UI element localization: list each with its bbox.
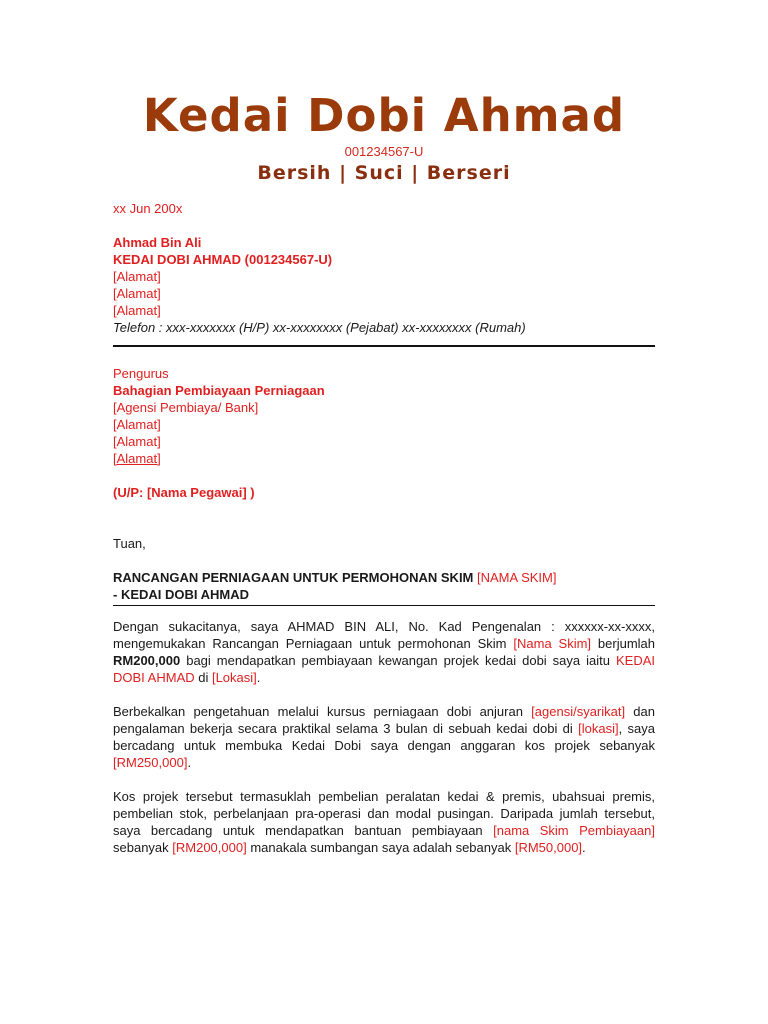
separator-line	[113, 345, 655, 347]
paragraph-3: Kos projek tersebut termasuklah pembelian peralatan kedai & premis, ubahsuai premis, pembelian stok, perbelanjaan pra-operasi dan modal pusingan. Daripada jumlah tersebut, saya bercadang untuk mendapatkan bantuan pembiayaan [nama Skim Pembiayaan] sebanyak [RM200,000] manakala sumbangan saya adalah sebanyak [RM50,000].	[113, 789, 655, 855]
location-placeholder: [lokasi]	[578, 721, 619, 736]
scheme-name-placeholder: [Nama Skim]	[513, 636, 592, 651]
recipient-department: Bahagian Pembiayaan Perniagaan	[113, 383, 325, 398]
paragraph-2: Berbekalkan pengetahuan melalui kursus perniagaan dobi anjuran [agensi/syarikat] dan pengalaman bekerja secara praktikal selama 3 bulan di sebuah kedai dobi di [lokasi], saya bercadang untuk membuka Kedai Dobi saya dengan anggaran kos projek sebanyak [RM250,000].	[113, 704, 655, 770]
letter-date: xx Jun 200x	[113, 201, 183, 216]
sender-phone: Telefon : xxx-xxxxxxx (H/P) xx-xxxxxxxx (Pejabat) xx-xxxxxxxx (Rumah)	[113, 320, 526, 335]
salutation: Tuan,	[113, 536, 146, 551]
sender-address-2: [Alamat]	[113, 286, 161, 301]
sender-block	[113, 234, 655, 336]
financing-amount-placeholder: [RM200,000]	[172, 840, 247, 855]
tagline: Bersih | Suci | Berseri	[257, 162, 511, 184]
sender-name: Ahmad Bin Ali	[113, 235, 202, 250]
recipient-agency: [Agensi Pembiaya/ Bank]	[113, 400, 259, 415]
sender-company: KEDAI DOBI AHMAD (001234567-U)	[113, 252, 333, 267]
recipient-address-3: [Alamat]	[113, 451, 161, 466]
paragraph-1: Dengan sukacitanya, saya AHMAD BIN ALI, No. Kad Pengenalan : xxxxxx-xx-xxxx, mengemukakan Rancangan Perniagaan untuk permohonan Skim [Nama Skim] berjumlah RM200,000 bagi mendapatkan pembiayaan kewangan projek kedai dobi saya iaitu KEDAI DOBI AHMAD di [Lokasi].	[113, 619, 655, 685]
subject-underline	[113, 605, 655, 606]
letterhead	[0, 88, 768, 185]
shop-name-placeholder: KEDAI DOBI AHMAD	[113, 653, 655, 685]
own-contribution-placeholder: [RM50,000]	[514, 840, 583, 855]
company-name: Kedai Dobi Ahmad	[142, 89, 626, 142]
registration-number: 001234567-U	[344, 144, 424, 159]
location-placeholder: [Lokasi]	[211, 670, 257, 685]
subject-scheme-placeholder: [NAMA SKIM]	[477, 570, 557, 585]
sender-address-3: [Alamat]	[113, 303, 161, 318]
recipient-block	[113, 365, 655, 501]
subject-company: - KEDAI DOBI AHMAD	[113, 587, 250, 602]
subject-heading	[113, 569, 655, 603]
recipient-address-1: [Alamat]	[113, 417, 161, 432]
loan-amount: RM200,000	[113, 653, 181, 668]
recipient-address-2: [Alamat]	[113, 434, 161, 449]
sender-address-1: [Alamat]	[113, 269, 161, 284]
attention-line: (U/P: [Nama Pegawai] )	[113, 485, 255, 500]
financing-scheme-placeholder: [nama Skim Pembiayaan]	[493, 823, 655, 838]
letter-body	[113, 200, 655, 856]
subject-text: RANCANGAN PERNIAGAAN UNTUK PERMOHONAN SKIM	[113, 570, 477, 585]
recipient-title: Pengurus	[113, 366, 169, 381]
agency-placeholder: [agensi/syarikat]	[531, 704, 626, 719]
project-cost-placeholder: [RM250,000]	[113, 755, 188, 770]
